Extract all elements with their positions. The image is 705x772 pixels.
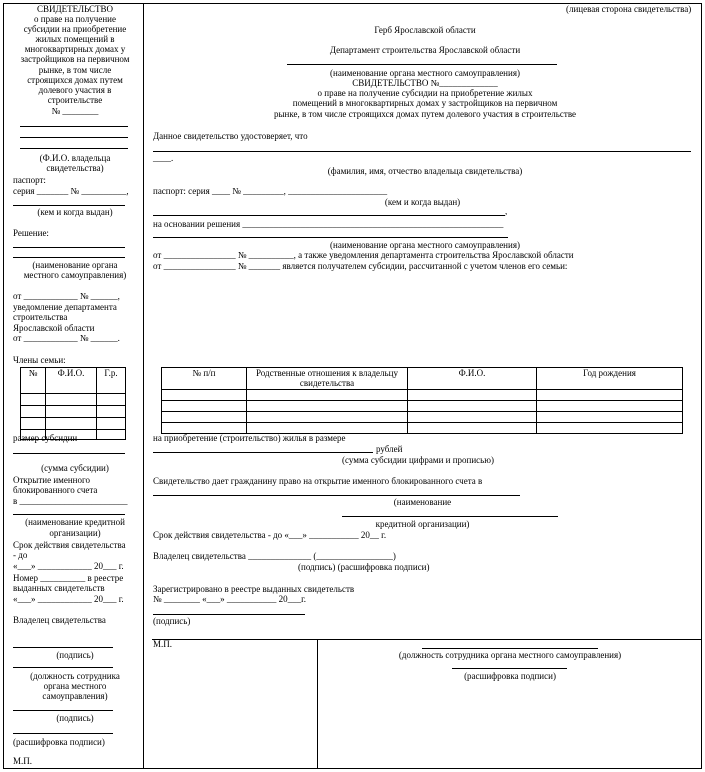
cert-title: СВИДЕТЕЛЬСТВО №_____________ <box>352 78 498 88</box>
stub-title-0: СВИДЕТЕЛЬСТВО <box>36 4 114 14</box>
main-line <box>153 215 505 216</box>
certifies-text: Данное свидетельство удостоверяет, что <box>153 131 308 141</box>
table-row <box>21 418 126 430</box>
stub-fio-caption: (Ф.И.О. владельца <box>39 153 111 163</box>
main-mp: М.П. <box>153 639 173 649</box>
sum-caption: (сумма субсидии цифрами и прописью) <box>342 455 494 465</box>
rubles: рублей <box>376 444 403 454</box>
stub-members-label: Члены семьи: <box>13 355 66 365</box>
stub-subsidy-label: размер субсидии <box>13 433 78 443</box>
stub-sign-caption: (подпись) <box>56 650 94 660</box>
comma: , <box>505 206 508 216</box>
family-header-relation: Родственные отношения к владельцу свидетельства <box>247 368 408 390</box>
stub-passport-label: паспорт: <box>13 175 46 185</box>
stub-org-caption: (наименование органа <box>32 260 118 270</box>
family-header-number: № п/п <box>162 368 247 390</box>
registered-label: Зарегистрировано в реестре выданных свидетельств <box>153 584 355 594</box>
family-table <box>161 367 683 434</box>
stub-line <box>13 667 113 668</box>
stub-org-caption-2: местного самоуправления) <box>23 270 127 280</box>
passport-line: паспорт: серия ____ № _________, ______________________ <box>153 186 388 196</box>
stub-line <box>20 137 128 138</box>
stub-validity-1: - до <box>13 550 28 560</box>
main-line <box>153 614 305 615</box>
emblem-caption: Герб Ярославской области <box>374 25 476 35</box>
stub-subsidy-caption: (сумма субсидии) <box>41 463 109 473</box>
stub-line <box>13 733 113 734</box>
sign-caption: (подпись) <box>153 616 191 626</box>
table-row <box>21 406 126 418</box>
registry-number: № ________ «___» ___________ 20___г. <box>153 594 307 604</box>
position-caption: (должность сотрудника органа местного самоуправления) <box>398 650 622 660</box>
cert-subtitle-3: рынке, в том числе строящихся домах путем долевого участия в строительстве <box>273 109 577 119</box>
stub-register-1: выданных свидетельств <box>13 583 105 593</box>
stub-fio-caption-2: свидетельства) <box>46 163 104 173</box>
stub-title-3: жилых помещений в <box>35 34 115 44</box>
stub-line <box>13 453 125 454</box>
name-caption: (наименование <box>393 497 452 507</box>
org-caption-2: (наименование органа местного самоуправления) <box>330 240 520 250</box>
main-line <box>153 495 520 496</box>
stub-mp: М.П. <box>13 756 33 766</box>
stub-decode-caption: (расшифровка подписи) <box>13 737 105 747</box>
stub-title-4: многоквартирных домах у <box>24 44 126 54</box>
main-line <box>153 452 373 453</box>
stub-position-caption: (должность сотрудника <box>30 671 120 681</box>
stub-line <box>13 205 125 206</box>
account-right: Свидетельство дает гражданину право на открытие именного блокированного счета в <box>153 476 483 486</box>
cert-subtitle-1: о праве на получение субсидии на приобретение жилых <box>317 88 533 98</box>
stub-register-0: Номер __________ в реестре <box>13 573 124 583</box>
stub-series: серия _______ № __________, <box>13 186 129 196</box>
stub-title-2: субсидии на приобретение <box>23 24 127 34</box>
credit-caption: кредитной организации) <box>375 519 470 529</box>
owner-line: Владелец свидетельства ______________ (_________________) <box>153 551 396 561</box>
stub-line <box>13 247 125 248</box>
stub-members-header: № <box>21 368 46 394</box>
basis-line: на основании решения __________________________________________________________ <box>153 219 504 229</box>
stub-notice-2: Ярославской области <box>13 323 95 333</box>
stub-issued-caption: (кем и когда выдан) <box>37 207 113 217</box>
stub-title-1: о праве на получение <box>34 14 116 24</box>
decode-caption: (расшифровка подписи) <box>464 671 556 681</box>
main-line <box>452 668 567 669</box>
stub-from-line-2: от ____________ № ______. <box>13 333 120 343</box>
stub-notice-0: уведомление департамента <box>13 302 117 312</box>
stub-position-caption-3: самоуправления) <box>42 691 108 701</box>
main-line <box>342 516 558 517</box>
stub-title-6: рынке, в том числе <box>38 65 112 75</box>
fio-caption: (фамилия, имя, отчество владельца свидетельства) <box>327 166 523 176</box>
table-row <box>162 401 683 412</box>
validity-line: Срок действия свидетельства - до «___» ___________ 20__ г. <box>153 530 387 540</box>
main-line <box>422 648 598 649</box>
from-line-1: от ________________ № __________, а также уведомления департамента строительства Ярославской области <box>153 250 574 260</box>
stub-line <box>20 126 128 127</box>
stub-title-5: застройщиков на первичном <box>20 54 130 64</box>
stub-from-line: от ____________ № ______, <box>13 291 120 301</box>
stub-divider <box>143 3 144 769</box>
stub-line <box>13 257 125 258</box>
stub-sign-caption-2: (подпись) <box>56 713 94 723</box>
face-note: (лицевая сторона свидетельства) <box>566 4 692 14</box>
table-row <box>21 394 126 406</box>
stub-account-1: блокированного счета <box>13 485 98 495</box>
dash-end: ____. <box>153 153 174 163</box>
stub-position-caption-2: органа местного <box>43 681 107 691</box>
stub-bank-caption-2: организации) <box>49 528 101 538</box>
family-header-birth-year: Год рождения <box>537 368 683 390</box>
main-line <box>153 237 508 238</box>
stub-members-header: Г.р. <box>97 368 126 394</box>
stub-members-table <box>20 367 126 440</box>
stub-number: № ________ <box>51 106 99 116</box>
stub-notice-1: строительства <box>13 312 68 322</box>
cert-subtitle-2: помещений в многоквартирных домах у застройщиков на первичном <box>292 98 558 108</box>
org-caption: (наименование органа местного самоуправления) <box>330 68 520 78</box>
stub-decision-label: Решение: <box>13 228 49 238</box>
family-header-fio: Ф.И.О. <box>408 368 537 390</box>
issued-caption: (кем и когда выдан) <box>384 197 461 207</box>
table-row <box>162 423 683 434</box>
stub-line <box>13 647 113 648</box>
stub-owner-label: Владелец свидетельства <box>13 615 106 625</box>
purpose-text: на приобретение (строительство) жилья в размере <box>153 433 346 443</box>
table-row <box>162 390 683 401</box>
table-row <box>162 412 683 423</box>
stub-validity-0: Срок действия свидетельства <box>13 540 126 550</box>
signature-separator <box>152 639 702 640</box>
from-line-2: от ________________ № _______ является получателем субсидии, рассчитанной с учетом членов его семьи: <box>153 261 568 271</box>
stub-line <box>13 710 113 711</box>
stub-bank-caption: (наименование кредитной <box>25 517 125 527</box>
stub-validity-date: «___» ____________ 20___ г. <box>13 561 124 571</box>
stub-line <box>13 514 125 515</box>
stub-members-header: Ф.И.О. <box>46 368 97 394</box>
owner-caption: (подпись) (расшифровка подписи) <box>298 562 430 572</box>
stub-title-8: долевого участия в <box>38 85 112 95</box>
stub-register-date: «___» ____________ 20___ г. <box>13 594 124 604</box>
stub-title-7: строящихся домах путем <box>27 75 123 85</box>
stub-line <box>20 148 128 149</box>
main-line <box>153 151 691 152</box>
stub-title-9: строительстве <box>47 95 103 105</box>
department-name: Департамент строительства Ярославской области <box>329 45 521 55</box>
stub-account-0: Открытие именного <box>13 475 90 485</box>
main-line <box>287 64 557 65</box>
stub-account-in: в ________________________ <box>13 496 128 506</box>
